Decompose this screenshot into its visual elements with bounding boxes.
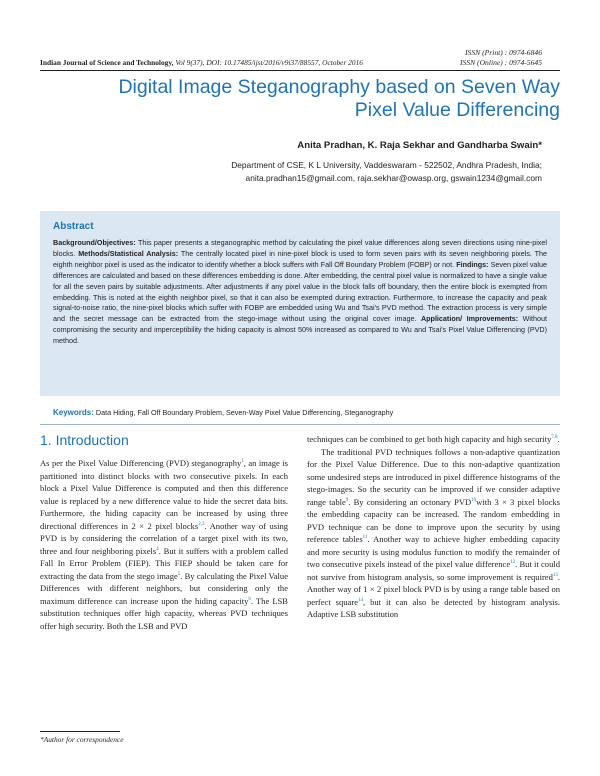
text-run: . Another way of using PVD is by considering the correlation of a target pixel with its two, three and four neighboring pixels — [40, 520, 288, 556]
abstract-findings-text: Seven pixel value differences are calculated and based on these differences embedding is done. After embedding, the central pixel value is normalized to have a single value for all the seven pairs by suitable adjustments. After adjustments if any pixel value in the block falls off boundary, then the entire block is exempted from embedding. This is noted at the eighth neighbor pixel, so that it can also be exempted during extraction. Furthermore, to increase the capacity and peak signal-to-noise ratio, the nine-pixel blocks which suffer with FOBP are embedded using Wu and Tsai's PVD method. The extraction process is very simple and the secret message can be extracted from the stego-image without using the original cover image. — [53, 259, 548, 324]
column-right — [307, 433, 560, 621]
text-run: . The LSB substitution techniques offer high capacity, whereas PVD techniques offer high security. Both the LSB and PVD — [40, 595, 288, 631]
abstract-bg-text: This paper presents a steganographic method by calculating the pixel value differences along seven directions using nine-pixel blocks. — [53, 238, 547, 258]
citation-ref[interactable]: 11 — [362, 535, 368, 541]
citation-ref[interactable]: 4 — [156, 546, 159, 552]
abstract-bg-label: Background/Objectives: — [53, 238, 136, 247]
keywords-label: Keywords: — [53, 408, 94, 417]
author-list: Anita Pradhan, K. Raja Sekhar and Gandharba Swain* — [297, 140, 542, 151]
abstract-app-text: Without compromising the security and imperceptibility the hiding capacity is almost 50% increased as compared to Wu and Tsai's Pixel Value Differencing (PVD) method. — [53, 314, 547, 346]
citation-ref[interactable]: 6 — [248, 596, 251, 602]
intro-paragraph-continued — [307, 433, 560, 446]
paper-title — [40, 76, 560, 121]
issn-print: ISSN (Print) : 0974-6846 — [465, 48, 542, 57]
issn-block — [460, 48, 542, 67]
citation-ref[interactable]: 12 — [510, 560, 516, 566]
abstract-findings-label: Findings: — [456, 259, 489, 269]
text-run: . By considering an octonary PVD — [348, 496, 472, 507]
issn-online: ISSN (Online) : 0974-5645 — [459, 57, 542, 67]
affiliation-line-1: Department of CSE, K L University, Vaddeswaram - 522502, Andhra Pradesh, India; — [231, 160, 542, 170]
citation-ref[interactable]: 10 — [471, 497, 477, 503]
text-run: techniques can be combined to get both high capacity and high security — [307, 434, 552, 444]
column-left — [40, 457, 288, 632]
header-rule — [40, 70, 560, 71]
text-run: . By calculating the Pixel Value Differences with different neighbors, but considering only the maximum difference can increase upon the hiding capacity — [40, 570, 288, 606]
abstract-methods-text: The centrally located pixel in nine-pixel block is used to form seven pairs with its seven neighboring pixels. The eighth neighbor pixel is used as the indicator to identify whether a block suffers with Fall Off Boundary Problem (FOBP) or not. — [53, 248, 548, 269]
citation-ref[interactable]: 13 — [552, 572, 558, 578]
affiliation — [231, 159, 542, 184]
journal-meta: Vol 9(37), DOI: 10.17485/ijst/2016/v9i37/88557, October 2016 — [173, 58, 363, 67]
citation-ref[interactable]: 7,8 — [551, 435, 558, 441]
footnote-rule — [40, 731, 120, 732]
abstract-app-label: Application/ Improvements: — [420, 314, 519, 324]
citation-ref[interactable]: 2,3 — [198, 521, 205, 527]
text-run: , an image is partitioned into distinct blocks with two consecutive pixels. In each block a Pixel Value Difference is computed and then this difference value is replaced by a new difference value to hide the secret data bits. Furthermore, the hiding capacity can be increased by using three directional differences in 2 × 2 pixel blocks — [40, 458, 289, 531]
abstract-heading: Abstract — [53, 221, 94, 232]
text-run: . Another way to achieve higher embedding capacity and more security is using modulus function to modify the remainder of two consecutive pixels instead of the pixel value difference — [307, 534, 560, 569]
affiliation-emails: anita.pradhan15@gmail.com, raja.sekhar@owasp.org, gswain1234@gmail.com — [245, 172, 542, 183]
abstract-text — [53, 238, 547, 347]
intro-paragraph-1 — [40, 457, 288, 632]
title-line-2: Pixel Value Differencing — [354, 98, 560, 121]
text-run: . But it could not survive from histogram analysis, so some improvement is required — [307, 559, 560, 582]
keywords — [53, 408, 553, 417]
title-line-1: Digital Image Steganography based on Seven Way — [118, 76, 560, 98]
text-run: . But it suffers with a problem called Fall In Error Problem (FIEP). This FIEP should be taken care for extracting the data from the stego image — [40, 545, 289, 581]
journal-citation — [40, 58, 363, 67]
intro-paragraph-2 — [307, 446, 560, 621]
citation-ref[interactable]: 1 — [241, 459, 244, 465]
text-run: The traditional PVD techniques follows a non-adaptive quantization for the Pixel Value Difference. Due to this non-adaptive quantization some undesired steps are introduced in pixel difference histograms of the stego-images. So the security can be improved if we consider adaptive range table — [307, 446, 560, 507]
keywords-rule — [40, 424, 560, 425]
citation-ref[interactable]: 14 — [358, 597, 363, 603]
text-run: . Another way of 1 × 2 pixel block PVD is by using a range table based on perfect square — [307, 571, 560, 607]
citation-ref[interactable]: 9 — [345, 497, 349, 503]
journal-name: Indian Journal of Science and Technology, — [40, 58, 174, 67]
section-heading: 1. Introduction — [40, 432, 129, 448]
text-run: , but it can also be detected by histogram analysis. Adaptive LSB substitution — [307, 596, 561, 619]
citation-ref[interactable]: 5 — [177, 571, 181, 577]
text-run: with 3 × 3 pixel blocks the embedding capacity can be increased. The random embedding in PVD technique can be done to improve upon the security by using reference tables — [307, 496, 560, 544]
footnote: *Author for correspondence — [40, 735, 124, 744]
text-run: . — [557, 434, 560, 444]
keywords-text: Data Hiding, Fall Off Boundary Problem, Seven-Way Pixel Value Differencing, Steganography — [93, 408, 394, 417]
abstract-methods-label: Methods/Statistical Analysis: — [78, 248, 179, 258]
text-run: As per the Pixel Value Differencing (PVD) steganography — [40, 458, 242, 468]
